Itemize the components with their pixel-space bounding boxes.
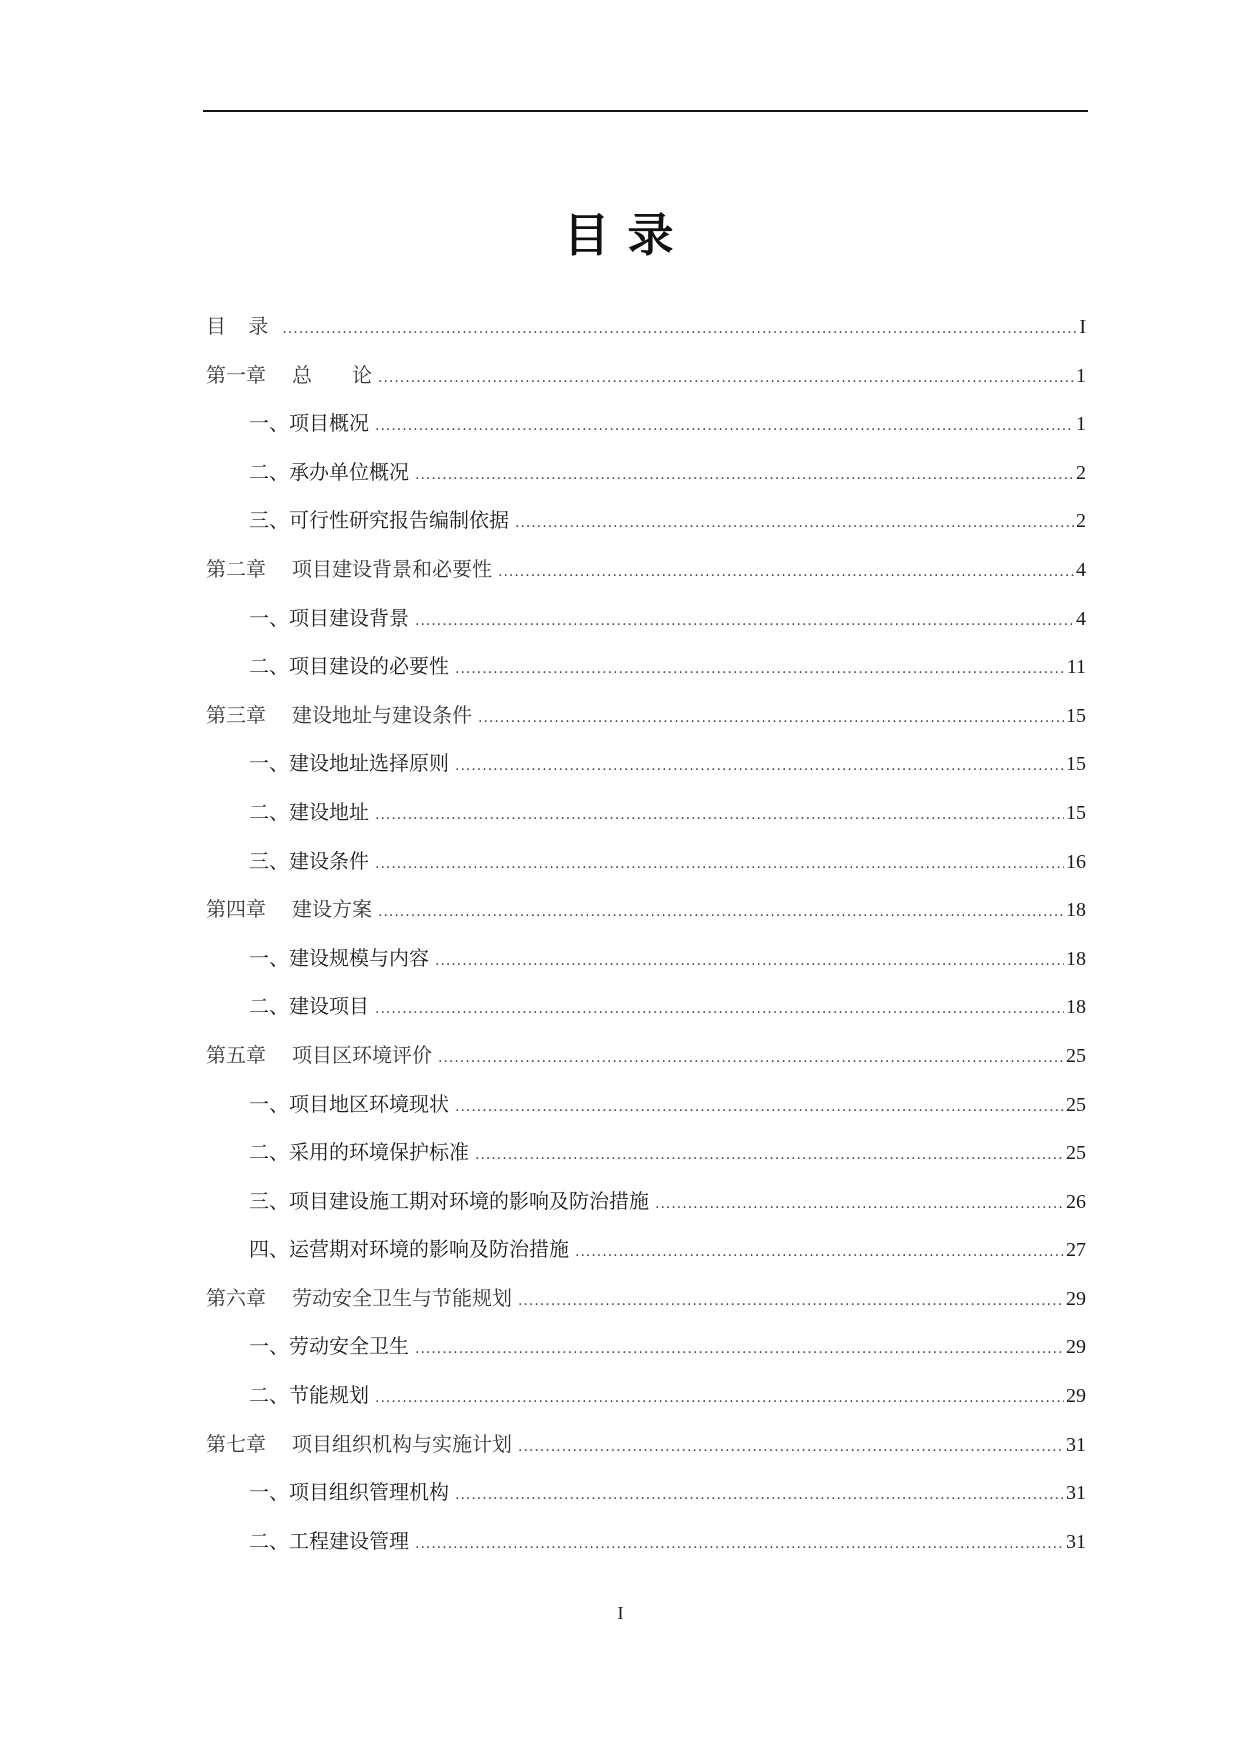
toc-entry-title: 四、运营期对环境的影响及防治措施 — [249, 1237, 569, 1262]
toc-chapter-number: 第五章 — [206, 1042, 266, 1067]
toc-dot-leader — [378, 354, 1074, 403]
toc-section-entry[interactable] — [206, 1128, 1086, 1177]
toc-chapter-entry[interactable] — [206, 351, 1086, 400]
toc-entry-title: 二、建设项目 — [249, 994, 369, 1019]
toc-chapter-entry[interactable] — [206, 545, 1086, 594]
toc-chapter-entry[interactable] — [206, 885, 1086, 934]
toc-page-ref: 4 — [1076, 558, 1086, 581]
toc-dot-leader — [518, 1423, 1064, 1472]
toc-page-ref: 31 — [1066, 1482, 1086, 1505]
toc-section-entry[interactable] — [206, 399, 1086, 448]
page-number: I — [617, 1603, 624, 1623]
toc-page-ref: 18 — [1066, 899, 1086, 922]
toc-entry-title: 二、建设地址 — [249, 799, 369, 824]
toc-entry-title: 一、建设规模与内容 — [249, 945, 429, 970]
toc-entry-title: 二、承办单位概况 — [249, 459, 409, 484]
toc-entry-title: 建设地址与建设条件 — [292, 702, 472, 727]
toc-dot-leader — [438, 1034, 1064, 1083]
toc-page-ref: 4 — [1076, 607, 1086, 630]
toc-entry-title: 项目组织机构与实施计划 — [292, 1431, 512, 1456]
toc-page-ref: 29 — [1066, 1287, 1086, 1310]
toc-section-entry[interactable] — [206, 1177, 1086, 1226]
toc-section-entry[interactable] — [206, 934, 1086, 983]
toc-entry-title: 二、节能规划 — [249, 1383, 369, 1408]
toc-entry-title: 一、项目地区环境现状 — [249, 1091, 449, 1116]
toc-section-entry[interactable] — [206, 788, 1086, 837]
toc-chapter-entry[interactable] — [206, 1274, 1086, 1323]
toc-dot-leader — [478, 694, 1064, 743]
toc-section-entry[interactable] — [206, 837, 1086, 886]
toc-chapter-number: 第三章 — [206, 702, 266, 727]
toc-dot-leader — [498, 548, 1074, 597]
toc-entry-title: 一、劳动安全卫生 — [249, 1334, 409, 1359]
toc-chapter-number: 第一章 — [206, 362, 266, 387]
toc-page-ref: I — [1079, 316, 1086, 338]
toc-entry-title: 建设方案 — [292, 897, 372, 922]
toc-chapter-entry[interactable] — [206, 1031, 1086, 1080]
toc-page-ref: 31 — [1066, 1433, 1086, 1456]
toc-dot-leader — [375, 985, 1064, 1034]
toc-dot-leader — [455, 742, 1064, 791]
toc-chapter-entry[interactable] — [206, 302, 1086, 351]
toc-title-char-1: 目 — [563, 208, 614, 262]
toc-section-entry[interactable] — [206, 1322, 1086, 1371]
header-rule — [203, 110, 1088, 112]
toc-entry-title: 一、项目概况 — [249, 411, 369, 436]
toc-entry-title: 一、项目建设背景 — [249, 605, 409, 630]
toc-page-ref: 29 — [1066, 1336, 1086, 1359]
toc-section-entry[interactable] — [206, 1371, 1086, 1420]
toc-page-ref: 31 — [1066, 1530, 1086, 1553]
toc-dot-leader — [415, 1325, 1064, 1374]
toc-dot-leader — [435, 937, 1064, 986]
toc-page-ref: 29 — [1066, 1385, 1086, 1408]
toc-chapter-number: 第七章 — [206, 1431, 266, 1456]
toc-section-entry[interactable] — [206, 982, 1086, 1031]
toc-page-ref: 18 — [1066, 996, 1086, 1019]
toc-entry-title: 总 论 — [292, 362, 372, 387]
toc-entry-title: 项目建设背景和必要性 — [292, 556, 492, 581]
toc-page-ref: 11 — [1066, 656, 1086, 679]
toc-page-ref: 1 — [1076, 364, 1086, 387]
toc-title-char-2: 录 — [627, 208, 678, 262]
toc-chapter-entry[interactable] — [206, 691, 1086, 740]
toc-dot-leader — [475, 1131, 1064, 1180]
toc-page-ref: 2 — [1076, 510, 1086, 533]
toc-entry-title: 三、项目建设施工期对环境的影响及防治措施 — [249, 1188, 649, 1213]
toc-chapter-number: 第四章 — [206, 897, 266, 922]
toc-entry-title: 二、采用的环境保护标准 — [249, 1140, 469, 1165]
toc-entry-title: 二、项目建设的必要性 — [249, 654, 449, 679]
toc-page-ref: 25 — [1066, 1142, 1086, 1165]
toc-page-ref: 15 — [1066, 753, 1086, 776]
toc-dot-leader — [375, 402, 1074, 451]
toc-dot-leader — [415, 451, 1074, 500]
toc-section-entry[interactable] — [206, 1468, 1086, 1517]
toc-page-ref: 2 — [1076, 461, 1086, 484]
toc-page-ref: 27 — [1066, 1239, 1086, 1262]
toc-page-ref: 26 — [1066, 1190, 1086, 1213]
toc-page-ref: 1 — [1076, 413, 1086, 436]
toc-section-entry[interactable] — [206, 1080, 1086, 1129]
toc-dot-leader — [515, 499, 1074, 548]
toc-chapter-number: 第二章 — [206, 556, 266, 581]
toc-dot-leader — [375, 791, 1064, 840]
toc-section-entry[interactable] — [206, 448, 1086, 497]
toc-dot-leader — [455, 645, 1065, 694]
toc-page-ref: 18 — [1066, 947, 1086, 970]
toc-chapter-number: 第六章 — [206, 1285, 266, 1310]
toc-page-ref: 15 — [1066, 801, 1086, 824]
toc-page-ref: 16 — [1066, 850, 1086, 873]
table-of-contents — [206, 302, 1086, 1565]
toc-entry-title: 项目区环境评价 — [292, 1042, 432, 1067]
toc-dot-leader — [375, 840, 1064, 889]
toc-page-ref: 15 — [1066, 704, 1086, 727]
toc-entry-title: 三、建设条件 — [249, 848, 369, 873]
toc-section-entry[interactable] — [206, 739, 1086, 788]
toc-page-ref: 25 — [1066, 1044, 1086, 1067]
toc-entry-title: 目 录 — [206, 314, 277, 338]
toc-dot-leader — [655, 1180, 1064, 1229]
toc-dot-leader — [455, 1471, 1064, 1520]
toc-title — [0, 205, 1241, 265]
toc-page-ref: 25 — [1066, 1093, 1086, 1116]
toc-dot-leader — [375, 1374, 1064, 1423]
toc-entry-title: 一、项目组织管理机构 — [249, 1480, 449, 1505]
toc-dot-leader — [575, 1228, 1064, 1277]
toc-chapter-entry[interactable] — [206, 1420, 1086, 1469]
toc-dot-leader — [415, 1520, 1064, 1569]
toc-dot-leader — [455, 1083, 1064, 1132]
toc-section-entry[interactable] — [206, 594, 1086, 643]
toc-dot-leader — [378, 888, 1064, 937]
toc-entry-title: 一、建设地址选择原则 — [249, 751, 449, 776]
toc-dot-leader — [415, 597, 1074, 646]
toc-dot-leader — [518, 1277, 1064, 1326]
toc-entry-title: 二、工程建设管理 — [249, 1528, 409, 1553]
toc-section-entry[interactable] — [206, 496, 1086, 545]
toc-section-entry[interactable] — [206, 642, 1086, 691]
toc-entry-title: 劳动安全卫生与节能规划 — [292, 1285, 512, 1310]
toc-section-entry[interactable] — [206, 1517, 1086, 1566]
toc-section-entry[interactable] — [206, 1225, 1086, 1274]
toc-entry-title: 三、可行性研究报告编制依据 — [249, 508, 509, 533]
toc-dot-leader — [282, 305, 1077, 354]
